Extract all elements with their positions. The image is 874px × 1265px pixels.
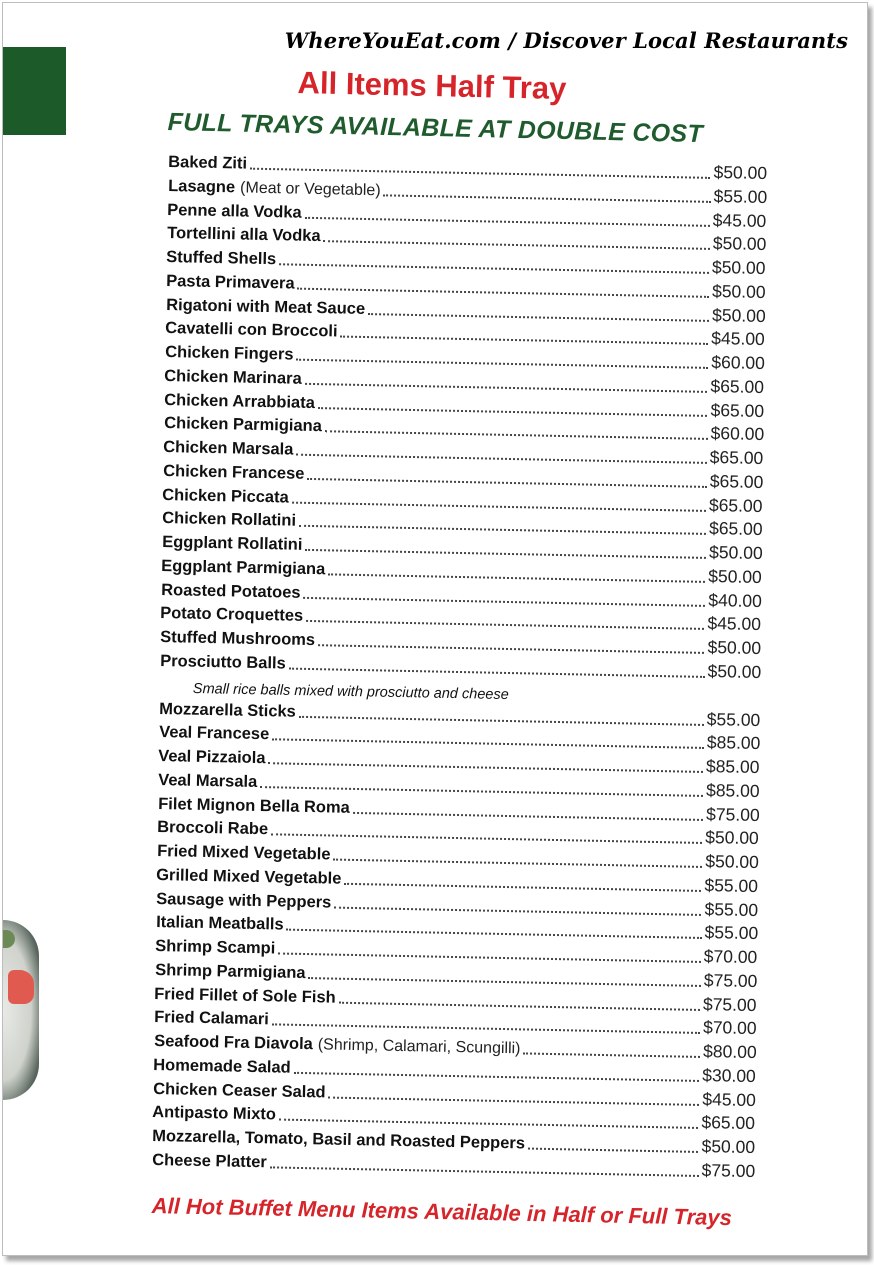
menu-item-name: Veal Pizzaiola — [158, 747, 267, 768]
menu-item-name: Rigatoni with Meat Sauce — [165, 295, 365, 318]
menu-item-price: $85.00 — [706, 732, 761, 754]
menu-item-price: $50.00 — [712, 256, 767, 279]
menu-subtitle: FULL TRAYS AVAILABLE AT DOUBLE COST — [167, 108, 704, 149]
menu-item-price: $70.00 — [702, 1017, 757, 1039]
menu-item-price: $75.00 — [705, 803, 760, 825]
menu-item-name: Tortellini alla Vodka — [166, 224, 321, 246]
menu-item-name: Chicken Francese — [162, 461, 305, 483]
menu-item-price: $50.00 — [712, 233, 767, 255]
menu-item-price: $55.00 — [713, 185, 767, 207]
menu-item-name: Fried Mixed Vegetable — [156, 842, 331, 864]
menu-item-price: $70.00 — [703, 946, 758, 968]
menu-item-price: $50.00 — [705, 827, 760, 849]
dot-leader — [368, 313, 709, 322]
menu-item-name: Cavatelli con Broccoli — [165, 319, 338, 341]
menu-item-description: (Meat or Vegetable) — [239, 179, 381, 200]
menu-item-price: $55.00 — [704, 874, 759, 896]
menu-item-name: Italian Meatballs — [155, 913, 284, 934]
menu-item-name: Shrimp Scampi — [155, 937, 276, 958]
menu-item-price: $50.00 — [711, 280, 766, 302]
menu-item-price: $65.00 — [708, 518, 763, 540]
menu-item-name: Veal Marsala — [158, 770, 258, 791]
menu-item-name: Chicken Rollatini — [162, 509, 297, 530]
menu-item-name: Stuffed Shells — [166, 248, 277, 269]
menu-item-price: $45.00 — [712, 209, 767, 231]
menu-item-price: $50.00 — [708, 565, 763, 587]
menu-item-price: $85.00 — [706, 755, 761, 778]
menu-item-name: Shrimp Parmigiana — [154, 960, 306, 982]
menu-item-name: Mozzarella Sticks — [159, 699, 297, 721]
menu-item-name: Chicken Arrabbiata — [164, 390, 316, 412]
site-header: WhereYouEat.com / Discover Local Restaurants — [284, 28, 848, 53]
menu-item-price: $45.00 — [707, 613, 762, 635]
menu-item-name: Chicken Fingers — [164, 343, 294, 364]
menu-item-name: Chicken Parmigiana — [163, 414, 322, 436]
menu-item-price: $65.00 — [710, 375, 765, 397]
menu-item-price: $65.00 — [709, 494, 764, 516]
menu-item-price: $45.00 — [711, 328, 766, 350]
menu-item-name: Chicken Ceaser Salad — [152, 1079, 326, 1101]
menu-item-name: Lasagne — [167, 176, 235, 197]
menu-item-price: $50.00 — [704, 851, 759, 873]
menu-item-name: Chicken Marinara — [164, 366, 303, 388]
menu-item-name: Grilled Mixed Vegetable — [156, 865, 342, 888]
menu-item-name: Veal Francese — [158, 723, 270, 744]
menu-item-description: (Shrimp, Calamari, Scungilli) — [317, 1036, 521, 1058]
menu-item-price: $50.00 — [707, 636, 762, 659]
basil-leaf-image — [3, 930, 15, 948]
menu-item-price: $65.00 — [709, 470, 764, 492]
menu-item-price: $60.00 — [710, 351, 765, 374]
menu-item-price: $55.00 — [706, 708, 761, 730]
menu-item-name: Cheese Platter — [151, 1150, 267, 1172]
menu-item-name: Penne alla Vodka — [167, 200, 303, 222]
menu-item-price: $50.00 — [701, 1136, 756, 1158]
menu-item-name: Homemade Salad — [153, 1055, 292, 1077]
menu-item-name: Chicken Marsala — [163, 438, 294, 459]
menu-footer: All Hot Buffet Menu Items Available in Half or Full Trays — [151, 1193, 733, 1231]
menu-item-name: Potato Croquettes — [160, 604, 304, 626]
menu-item-price: $85.00 — [705, 779, 760, 801]
menu-item-name: Sausage with Peppers — [156, 889, 332, 912]
menu-item-name: Seafood Fra Diavola — [153, 1032, 313, 1054]
menu-item-price: $50.00 — [707, 660, 761, 682]
menu-item-price: $75.00 — [703, 993, 758, 1015]
dot-leader — [528, 1148, 699, 1153]
menu-item-price: $30.00 — [702, 1064, 757, 1086]
menu-item-price: $40.00 — [707, 589, 762, 611]
menu-item-name: Fried Fillet of Sole Fish — [154, 984, 337, 1007]
menu-item-price: $55.00 — [704, 922, 758, 944]
menu-item-price: $80.00 — [702, 1041, 757, 1063]
menu-item-price: $65.00 — [710, 399, 765, 421]
menu-item-name: Stuffed Mushrooms — [160, 628, 316, 650]
menu-item-name: Filet Mignon Bella Roma — [157, 794, 350, 817]
menu-item-price: $65.00 — [701, 1112, 756, 1134]
tomato-image — [8, 970, 34, 1004]
menu-item-price: $75.00 — [701, 1159, 755, 1181]
menu-item-name: Mozzarella, Tomato, Basil and Roasted Peppers — [152, 1127, 526, 1153]
menu-item-price: $50.00 — [713, 161, 768, 184]
menu-item-name: Broccoli Rabe — [157, 818, 269, 839]
menu-item-price: $45.00 — [701, 1088, 756, 1110]
menu-item-name: Fried Calamari — [154, 1008, 269, 1029]
menu-item-name: Baked Ziti — [168, 153, 248, 173]
menu-item-price: $75.00 — [703, 969, 758, 991]
menu-item-price: $55.00 — [704, 898, 759, 920]
menu-item-name: Antipasto Mixto — [152, 1103, 277, 1124]
menu-item-name: Eggplant Parmigiana — [161, 556, 326, 579]
menu-item-name: Chicken Piccata — [162, 485, 290, 507]
menu-item-name: Roasted Potatoes — [160, 580, 301, 602]
menu-item-price: $50.00 — [708, 541, 763, 564]
menu-title: All Items Half Tray — [297, 65, 567, 107]
menu-item-name: Eggplant Rollatini — [161, 533, 303, 554]
menu-item-name: Pasta Primavera — [166, 271, 295, 293]
dot-leader — [523, 1052, 700, 1058]
plate-photo-edge — [3, 920, 39, 1100]
menu-item-name: Prosciutto Balls — [159, 651, 286, 673]
prosciutto-balls-note: Small rice balls mixed with prosciutto and cheese — [192, 681, 509, 704]
menu-item-price: $50.00 — [711, 304, 766, 326]
green-tab-decoration — [3, 47, 66, 135]
menu-item-price: $60.00 — [710, 423, 764, 445]
menu-item-price: $65.00 — [709, 446, 764, 469]
